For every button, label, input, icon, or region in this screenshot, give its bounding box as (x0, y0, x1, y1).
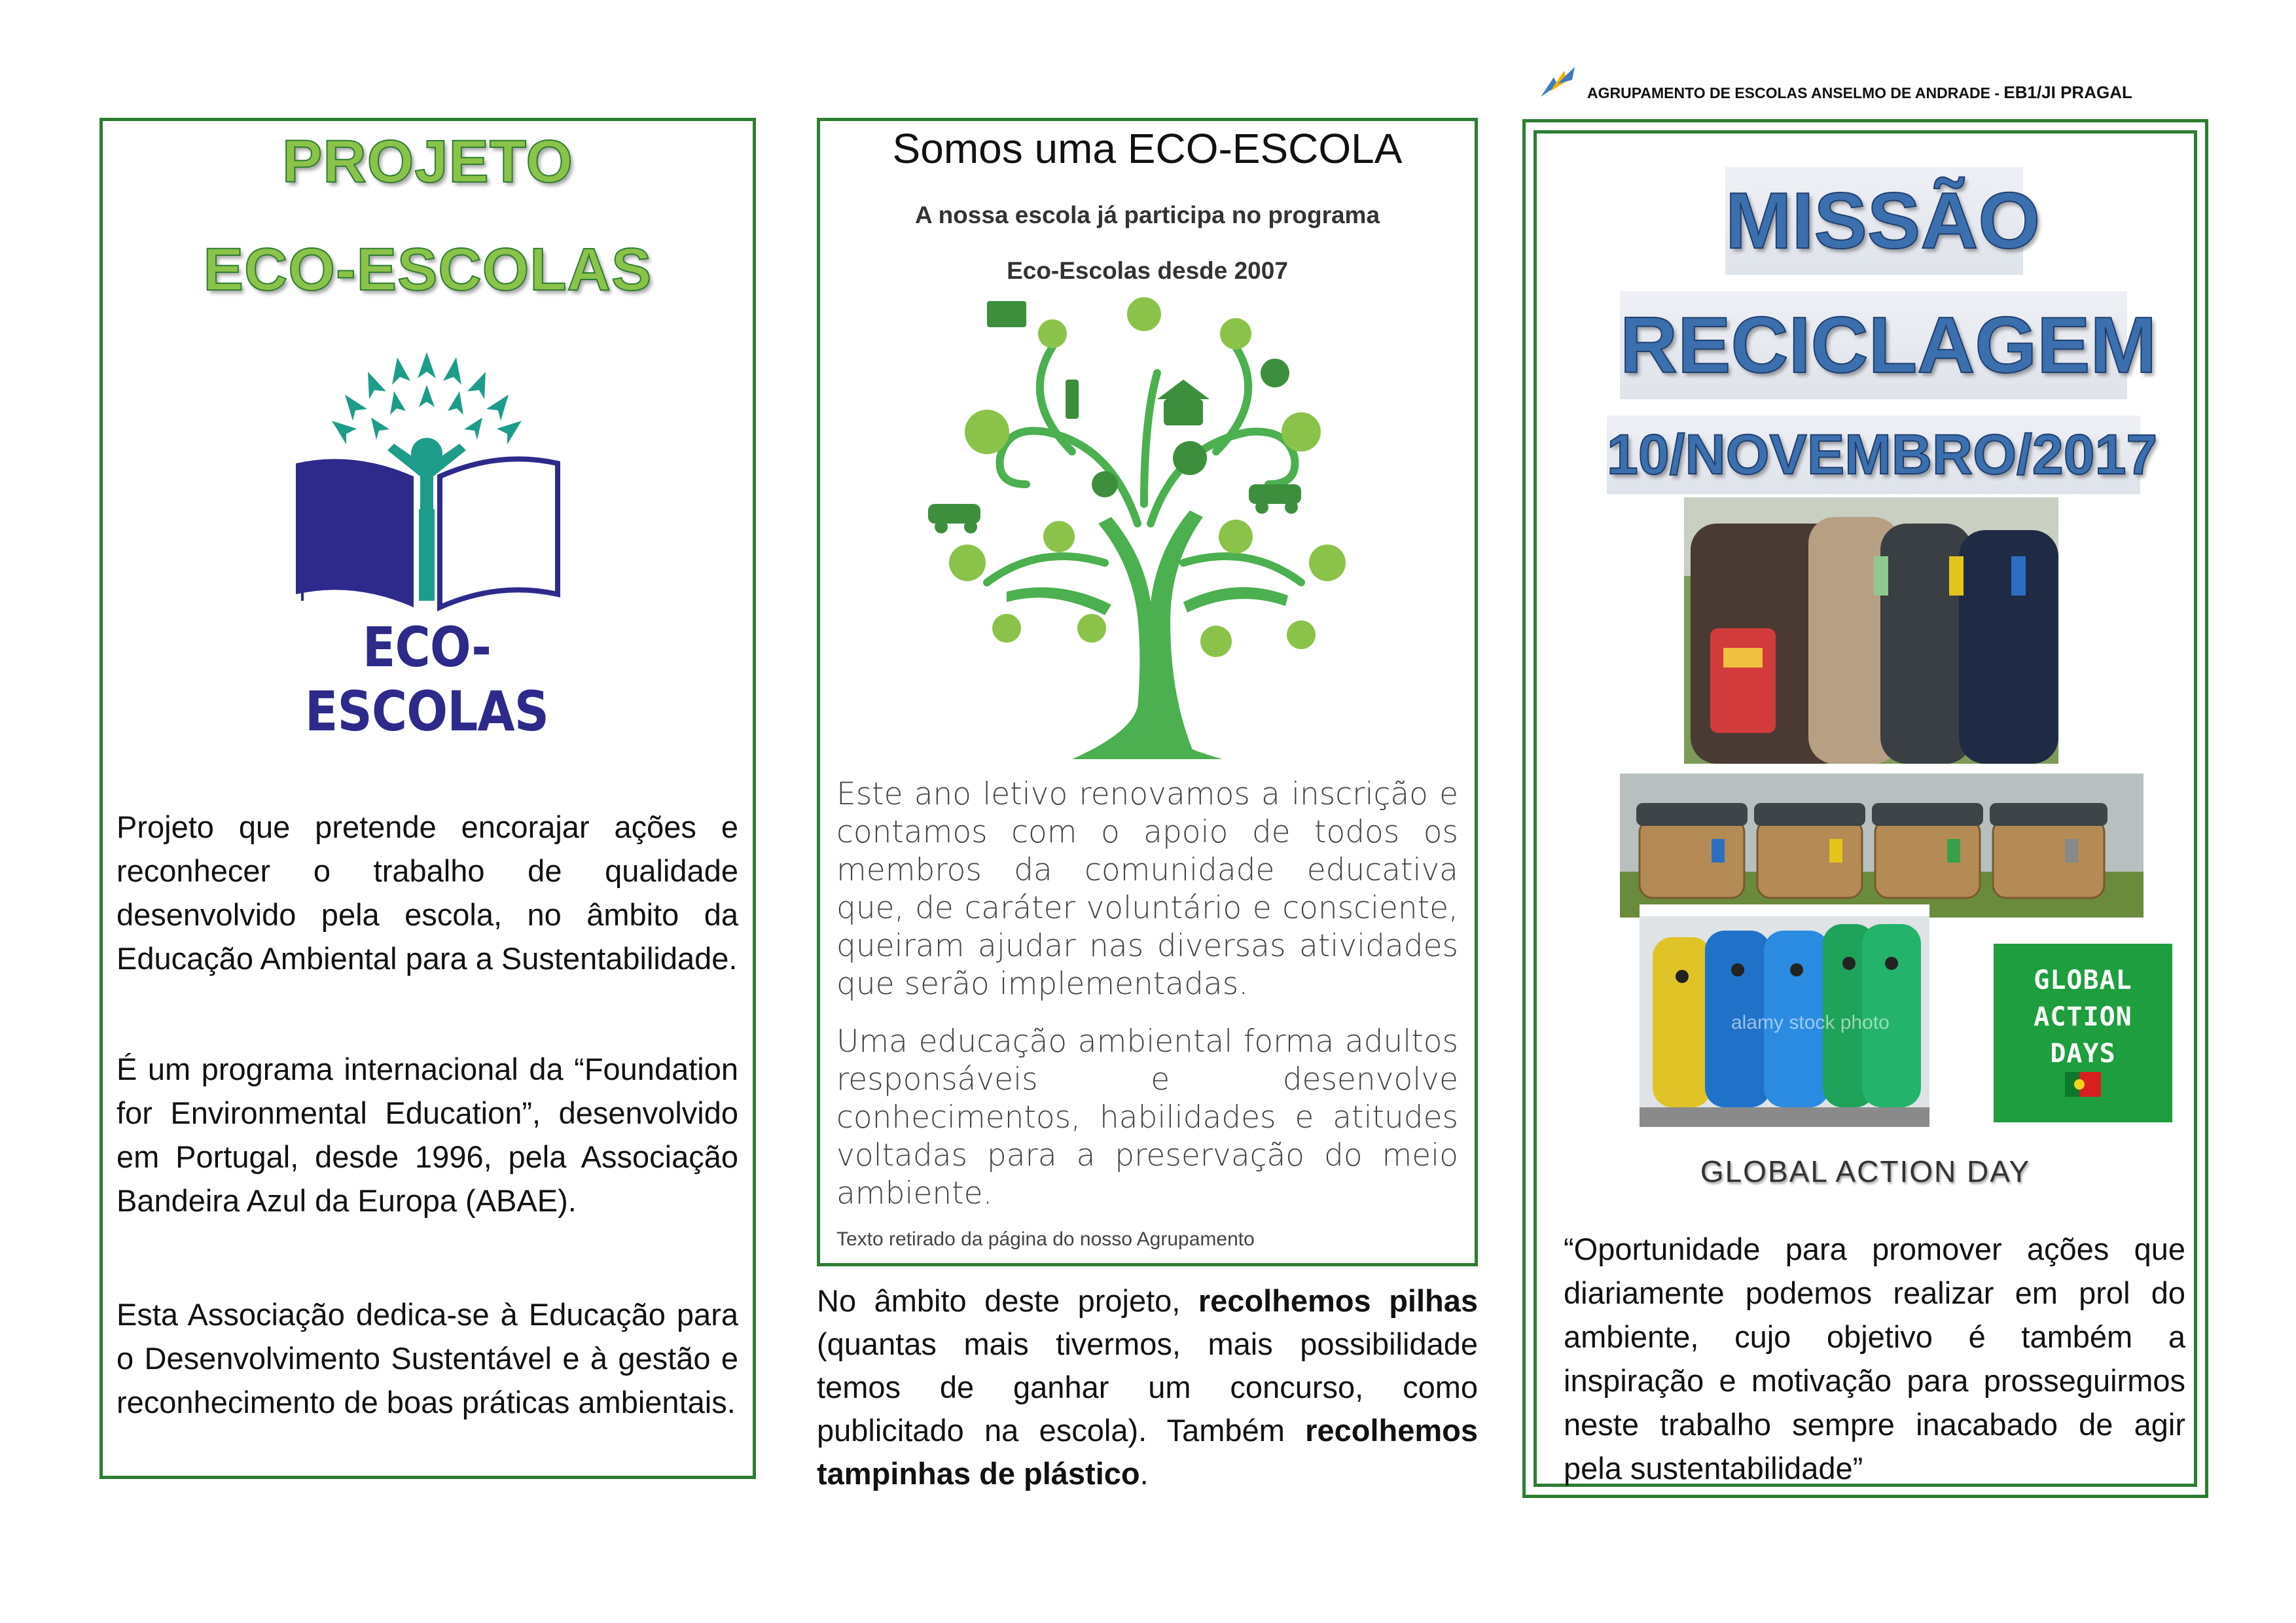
eco-escolas-logo-text: ECO-ESCOLAS (304, 615, 549, 743)
middle-title: Somos uma ECO-ESCOLA (892, 125, 1403, 172)
global-action-day-quote: “Oportunidade para promover ações que diariamente podemos realizar em prol do ambiente, cujo objetivo é também a inspiração e motivação para prosseguirmos neste trabalho sempre inacabado de agir pela sustentabilidade” (1564, 1232, 2185, 1486)
watermark-text: alamy stock photo (1731, 1012, 1890, 1033)
middle-subtitle-line2: Eco-Escolas desde 2007 (1007, 257, 1288, 284)
highlight-batteries: recolhemos pilhas (1198, 1283, 1479, 1318)
eco-tree-icon (908, 288, 1386, 759)
school-name: AGRUPAMENTO DE ESCOLAS ANSELMO DE ANDRADE - EB1/JI PRAGAL (1587, 82, 2132, 102)
left-paragraph-2: É um programa internacional da “Foundation for Environmental Education”, desenvolvido em Portugal, desde 1996, pela Associação Bandeira Azul da Europa (ABAE). (117, 1052, 738, 1218)
mission-title-line2: RECICLAGEM (1620, 291, 2127, 399)
mission-date: 10/NOVEMBRO/2017 (1607, 416, 2140, 494)
global-action-days-badge: GLOBAL ACTION DAYS (1994, 944, 2172, 1122)
left-paragraph-3: Esta Associação dedica-se à Educação para o Desenvolvimento Sustentável e à gestão e reconhecimento de boas práticas ambientais. (117, 1297, 738, 1419)
underground-containers-photo (1620, 774, 2144, 918)
middle-paragraph-1: Este ano letivo renovamos a inscrição e contamos com o apoio de todos os membros da comunidade educativa que, de caráter voluntário e consciente, queiram ajudar nas diversas atividades que serão implementadas. (836, 776, 1458, 1002)
global-action-day-label: GLOBAL ACTION DAY (1700, 1154, 2031, 1188)
middle-subtitle-line1: A nossa escola já participa no programa (914, 202, 1380, 228)
collection-paragraph: No âmbito deste projeto, recolhemos pilhas (quantas mais tivermos, mais possibilidade temos de ganhar um concurso, como publicitado na escola). Também recolhemos tampinhas de plástico. (817, 1283, 1479, 1491)
middle-paragraph-2: Uma educação ambiental forma adultos responsáveis e desenvolve conhecimentos, habilidades e atitudes voltadas para a preservação do meio ambiente. (836, 1024, 1458, 1211)
middle-source-note: Texto retirado da página do nosso Agrupamento (836, 1228, 1255, 1250)
project-title-line1: PROJETO (282, 128, 573, 195)
school-logo-icon (1538, 65, 1577, 99)
mission-title-line1: MISSÃO (1725, 167, 2023, 275)
project-title-line2: ECO-ESCOLAS (203, 236, 653, 303)
colored-bins-photo (1640, 904, 1929, 1127)
left-panel (99, 118, 756, 1479)
left-paragraph-1: Projeto que pretende encorajar ações e reconhecer o trabalho de qualidade desenvolvido pela escola, no âmbito da Educação Ambiental para a Sustentabilidade. (117, 810, 738, 976)
portugal-flag-icon (2065, 1072, 2101, 1097)
header (1538, 65, 2193, 105)
highlight-caps: recolhemos tampinhas de plástico (817, 1413, 1478, 1491)
recycling-bins-photo (1684, 497, 2058, 764)
